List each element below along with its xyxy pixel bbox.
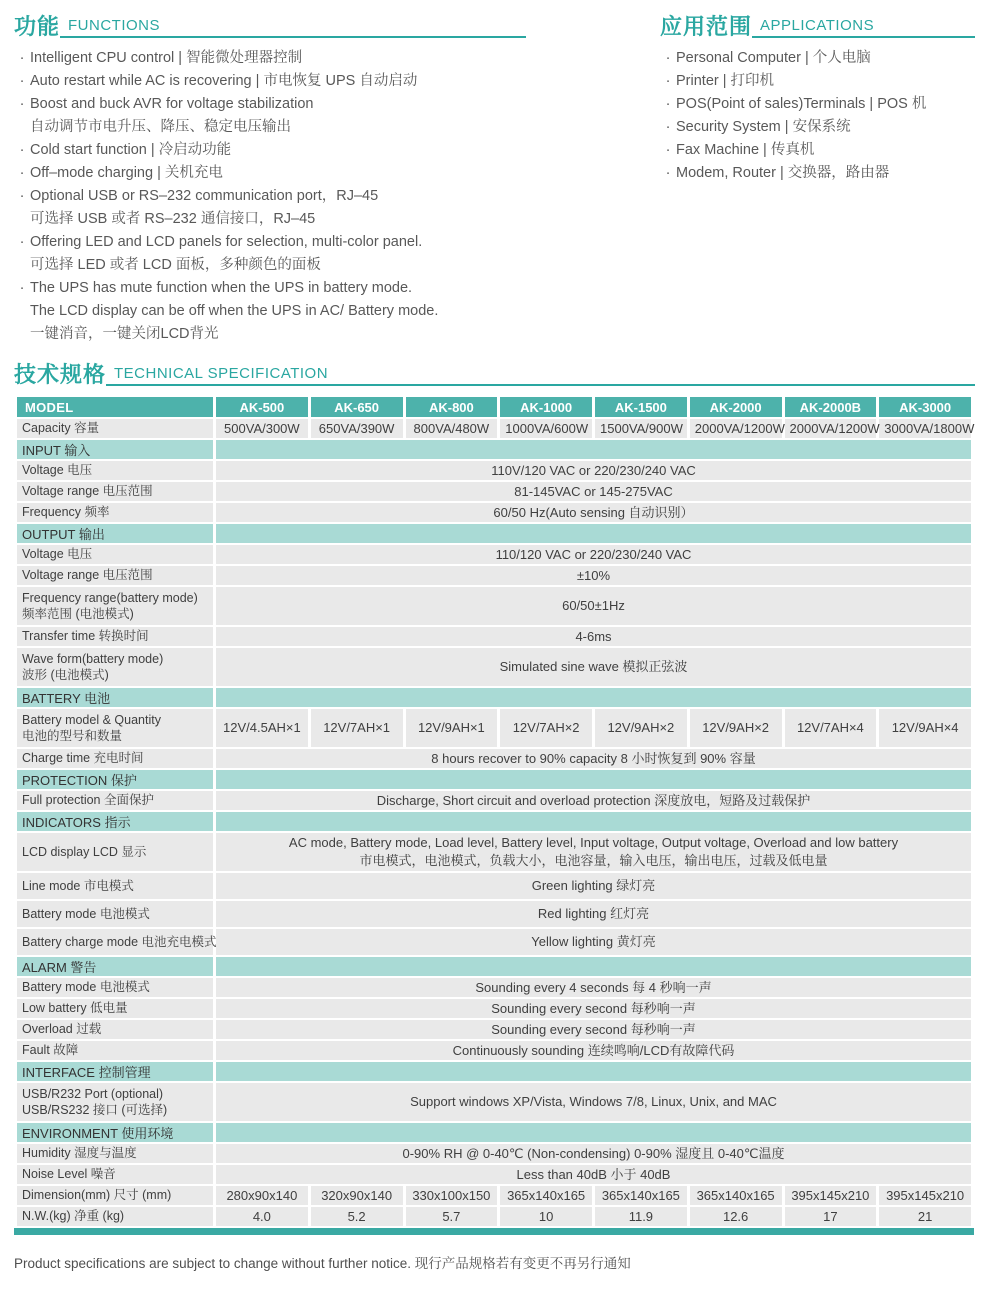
row-label-cell (17, 1083, 213, 1121)
list-item-text: Modem, Router | 交换器，路由器 (676, 165, 890, 181)
bullet-icon: · (665, 119, 671, 135)
functions-section (14, 16, 526, 346)
table-row (17, 688, 971, 707)
list-item-text: Offering LED and LCD panels for selection, multi-color panel. (30, 234, 423, 250)
spec-table (14, 395, 974, 1228)
spec-title-en: TECHNICAL SPECIFICATION (114, 365, 329, 382)
applications-title-zh: 应用范围 (660, 14, 753, 39)
table-row (17, 627, 971, 646)
bullet-icon: · (665, 96, 671, 112)
row-value-cell: 12V/9AH×2 (690, 709, 782, 747)
list-item (14, 47, 526, 70)
bullet-icon: · (19, 96, 25, 112)
section-header-fill (216, 1062, 971, 1081)
bullet-icon: · (19, 234, 25, 250)
row-label-text-line2: 电池的型号和数量 (22, 729, 123, 743)
list-item (14, 93, 526, 116)
row-value-cell: 60/50±1Hz (216, 587, 971, 625)
table-row (17, 1123, 971, 1142)
row-value-cell: 0-90% RH @ 0-40℃ (Non-condensing) 0-90% 湿度且 0-40℃温度 (216, 1144, 971, 1163)
model-column-header: AK-1000 (500, 397, 592, 417)
row-label-cell (17, 999, 213, 1018)
row-label-text: BATTERY 电池 (22, 691, 111, 706)
row-label-cell (17, 749, 213, 768)
table-row (17, 587, 971, 625)
list-item (660, 93, 975, 116)
row-label-text: N.W.(kg) 净重 (kg) (22, 1209, 125, 1224)
table-row (17, 461, 971, 480)
row-value-cell: 81-145VAC or 145-275VAC (216, 482, 971, 501)
spec-underline (106, 365, 975, 386)
applications-section (660, 16, 975, 185)
row-label-text: ALARM 警告 (22, 960, 97, 975)
list-item (660, 139, 975, 162)
row-label-text: Voltage range 电压范围 (22, 568, 153, 583)
row-value-cell: 280x90x140 (216, 1186, 308, 1205)
table-row (17, 957, 971, 976)
row-value-cell: Red lighting 红灯亮 (216, 901, 971, 927)
list-item (14, 139, 526, 162)
list-item (14, 208, 526, 231)
row-value-cell: Green lighting 绿灯亮 (216, 873, 971, 899)
row-value-cell: 1000VA/600W (500, 419, 592, 438)
row-label-text: INDICATORS 指示 (22, 815, 131, 830)
list-item-text: 可选择 USB 或者 RS–232 通信接口，RJ–45 (30, 211, 316, 227)
bullet-icon: · (665, 73, 671, 89)
table-row (17, 566, 971, 585)
row-value-cell: 2000VA/1200W (690, 419, 782, 438)
row-label-text: Battery model & Quantity (22, 712, 161, 727)
table-row (17, 709, 971, 747)
row-value-cell: Continuously sounding 连续鸣响/LCD有故障代码 (216, 1041, 971, 1060)
row-value-cell: 395x145x210 (785, 1186, 877, 1205)
row-value-cell: 12V/4.5AH×1 (216, 709, 308, 747)
section-header-fill (216, 957, 971, 976)
list-item-text: Auto restart while AC is recovering | 市电恢复 UPS 自动启动 (30, 73, 418, 89)
list-item-text: POS(Point of sales)Terminals | POS 机 (676, 96, 927, 112)
row-value-cell: 12V/7AH×1 (311, 709, 403, 747)
model-column-header: AK-3000 (879, 397, 971, 417)
row-label-text: Battery mode 电池模式 (22, 980, 150, 995)
model-column-header: AK-2000B (785, 397, 877, 417)
list-item-text: Optional USB or RS–232 communication port，RJ–45 (30, 188, 379, 204)
row-value-cell: 12V/9AH×1 (406, 709, 498, 747)
row-value-cell: 21 (879, 1207, 971, 1226)
row-label-text: Noise Level 噪音 (22, 1167, 116, 1182)
indent-spacer (14, 323, 30, 346)
list-item (660, 70, 975, 93)
list-item (14, 231, 526, 254)
bullet-icon: · (665, 50, 671, 66)
row-value-cell: 12V/7AH×2 (500, 709, 592, 747)
list-item-text: Personal Computer | 个人电脑 (676, 50, 871, 66)
table-row (17, 749, 971, 768)
row-value-cell: 17 (785, 1207, 877, 1226)
row-label-cell (17, 587, 213, 625)
applications-list (660, 47, 975, 185)
row-label-cell (17, 566, 213, 585)
section-header-cell (17, 1062, 213, 1081)
section-header-fill (216, 1123, 971, 1142)
row-label-text-line2: 波形 (电池模式) (22, 668, 109, 682)
section-header-cell (17, 524, 213, 543)
functions-heading (14, 16, 526, 38)
list-item-text: Security System | 安保系统 (676, 119, 851, 135)
row-label-cell (17, 978, 213, 997)
row-label-text: Battery charge mode 电池充电模式 (22, 934, 217, 949)
row-value-cell: 5.2 (311, 1207, 403, 1226)
row-label-cell (17, 873, 213, 899)
row-label-cell (17, 627, 213, 646)
row-value-cell: 365x140x165 (690, 1186, 782, 1205)
section-header-fill (216, 440, 971, 459)
section-header-cell (17, 1123, 213, 1142)
list-item-text: Fax Machine | 传真机 (676, 142, 815, 158)
row-value-cell: 12V/7AH×4 (785, 709, 877, 747)
section-header-fill (216, 688, 971, 707)
model-column-header: AK-2000 (690, 397, 782, 417)
row-label-cell (17, 901, 213, 927)
table-row (17, 791, 971, 810)
row-value-cell: 12V/9AH×2 (595, 709, 687, 747)
row-label-text: LCD display LCD 显示 (22, 844, 147, 859)
row-value-cell: Less than 40dB 小于 40dB (216, 1165, 971, 1184)
table-row (17, 1041, 971, 1060)
section-header-cell (17, 812, 213, 831)
row-label-cell (17, 648, 213, 686)
row-value-cell: 12.6 (690, 1207, 782, 1226)
top-section (14, 16, 975, 346)
table-row (17, 419, 971, 438)
list-item (14, 300, 526, 323)
row-label-cell (17, 1144, 213, 1163)
table-row (17, 1062, 971, 1081)
list-item-text: Off–mode charging | 关机充电 (30, 165, 223, 181)
functions-title-en: FUNCTIONS (68, 17, 161, 34)
row-label-cell (17, 833, 213, 871)
row-value-cell: 60/50 Hz(Auto sensing 自动识别） (216, 503, 971, 522)
list-item-text: 自动调节市电升压、降压、稳定电压输出 (30, 119, 291, 135)
list-item (660, 116, 975, 139)
list-item (14, 185, 526, 208)
row-value-cell: 5.7 (406, 1207, 498, 1226)
row-label-cell (17, 545, 213, 564)
section-header-fill (216, 524, 971, 543)
model-column-header: AK-650 (311, 397, 403, 417)
list-item (14, 323, 526, 346)
row-label-cell (17, 929, 217, 955)
list-item-text: Boost and buck AVR for voltage stabilization (30, 96, 314, 112)
section-header-cell (17, 770, 213, 789)
table-header-row (17, 397, 971, 417)
spec-title-zh: 技术规格 (14, 362, 107, 387)
row-label-cell (17, 1041, 213, 1060)
indent-spacer (14, 116, 30, 139)
row-value-cell: 12V/9AH×4 (879, 709, 971, 747)
row-label-cell (17, 791, 213, 810)
row-value-cell: 800VA/480W (406, 419, 498, 438)
row-label-text: PROTECTION 保护 (22, 773, 137, 788)
table-row (17, 999, 971, 1018)
list-item (660, 162, 975, 185)
row-label-text: Voltage range 电压范围 (22, 484, 153, 499)
bullet-icon: · (19, 73, 25, 89)
indent-spacer (14, 300, 30, 323)
row-value-cell: 320x90x140 (311, 1186, 403, 1205)
table-row (17, 978, 971, 997)
table-row (17, 1083, 971, 1121)
bullet-icon: · (665, 165, 671, 181)
row-value-cell: 650VA/390W (311, 419, 403, 438)
table-row (17, 901, 971, 927)
row-value-cell: 365x140x165 (595, 1186, 687, 1205)
row-value-cell: 11.9 (595, 1207, 687, 1226)
applications-underline (752, 17, 975, 38)
functions-list (14, 47, 526, 346)
row-label-text: OUTPUT 输出 (22, 527, 105, 542)
model-column-header: AK-800 (406, 397, 498, 417)
row-value-cell: 365x140x165 (500, 1186, 592, 1205)
row-value-cell: 395x145x210 (879, 1186, 971, 1205)
row-label-text: Fault 故障 (22, 1043, 79, 1058)
row-label-cell (17, 419, 213, 438)
table-row (17, 524, 971, 543)
row-label-text: Battery mode 电池模式 (22, 906, 150, 921)
row-label-text: INTERFACE 控制管理 (22, 1065, 151, 1080)
row-value-cell: Yellow lighting 黄灯亮 (216, 929, 971, 955)
bullet-icon: · (19, 142, 25, 158)
row-value-cell: 110V/120 VAC or 220/230/240 VAC (216, 461, 971, 480)
indent-spacer (14, 208, 30, 231)
row-label-text: Frequency 频率 (22, 505, 110, 520)
row-label-text: Frequency range(battery mode) (22, 590, 198, 605)
functions-title-zh: 功能 (14, 14, 61, 39)
row-value-cell: 4-6ms (216, 627, 971, 646)
row-value-cell: 8 hours recover to 90% capacity 8 小时恢复到 90% 容量 (216, 749, 971, 768)
row-value-cell: Support windows XP/Vista, Windows 7/8, Linux, Unix, and MAC (216, 1083, 971, 1121)
spec-heading (14, 364, 975, 386)
list-item-text: The UPS has mute function when the UPS in battery mode. (30, 280, 413, 296)
row-label-cell (17, 1165, 213, 1184)
table-row (17, 812, 971, 831)
section-header-cell (17, 688, 213, 707)
row-label-cell (17, 1020, 213, 1039)
row-label-cell (17, 482, 213, 501)
model-header-cell: MODEL (17, 397, 213, 417)
row-label-text: Humidity 湿度与温度 (22, 1146, 137, 1161)
list-item (14, 277, 526, 300)
section-header-cell (17, 957, 213, 976)
row-label-text: ENVIRONMENT 使用环境 (22, 1126, 174, 1141)
list-item-text: 可选择 LED 或者 LCD 面板，多种颜色的面板 (30, 257, 321, 273)
row-label-text: Line mode 市电模式 (22, 878, 134, 893)
row-label-cell (17, 1207, 213, 1226)
row-label-text: Charge time 充电时间 (22, 751, 144, 766)
row-label-text: Overload 过载 (22, 1022, 102, 1037)
table-row (17, 1186, 971, 1205)
row-label-text: Voltage 电压 (22, 547, 93, 562)
row-value-cell (216, 833, 971, 871)
row-label-text: Full protection 全面保护 (22, 793, 154, 808)
table-row (17, 1020, 971, 1039)
row-label-text: Low battery 低电量 (22, 1001, 128, 1016)
row-value-cell: Sounding every second 每秒响一声 (216, 999, 971, 1018)
row-label-text: Transfer time 转换时间 (22, 629, 149, 644)
model-column-header: AK-1500 (595, 397, 687, 417)
bullet-icon: · (19, 280, 25, 296)
table-row (17, 1144, 971, 1163)
table-row (17, 648, 971, 686)
row-value-line2: 市电模式，电池模式，负载大小，电池容量，输入电压，输出电压，过载及低电量 (359, 853, 828, 868)
row-label-text-line2: 频率范围 (电池模式) (22, 607, 134, 621)
list-item-text: 一键消音，一键关闭LCD背光 (30, 326, 219, 342)
list-item-text: Intelligent CPU control | 智能微处理器控制 (30, 50, 303, 66)
row-label-text: Capacity 容量 (22, 421, 100, 436)
row-value-cell: Sounding every second 每秒响一声 (216, 1020, 971, 1039)
row-value-cell: 3000VA/1800W (879, 419, 971, 438)
section-header-fill (216, 770, 971, 789)
indent-spacer (14, 254, 30, 277)
section-header-fill (216, 812, 971, 831)
row-label-cell (17, 461, 213, 480)
row-label-cell (17, 1186, 213, 1205)
applications-title-en: APPLICATIONS (760, 17, 875, 34)
row-value-cell: 330x100x150 (406, 1186, 498, 1205)
list-item (660, 47, 975, 70)
row-value-cell: Discharge, Short circuit and overload protection 深度放电，短路及过载保护 (216, 791, 971, 810)
row-value-cell: Sounding every 4 seconds 每 4 秒响一声 (216, 978, 971, 997)
model-column-header: AK-500 (216, 397, 308, 417)
table-row (17, 440, 971, 459)
table-row (17, 1207, 971, 1226)
row-label-cell (17, 503, 213, 522)
bullet-icon: · (19, 188, 25, 204)
section-header-cell (17, 440, 213, 459)
table-row (17, 482, 971, 501)
table-bottom-bar (14, 1228, 974, 1235)
table-row (17, 1165, 971, 1184)
row-label-text: Voltage 电压 (22, 463, 93, 478)
row-value-cell: ±10% (216, 566, 971, 585)
list-item-text: Cold start function | 冷启动功能 (30, 142, 232, 158)
row-value-cell: 110/120 VAC or 220/230/240 VAC (216, 545, 971, 564)
functions-underline (60, 17, 526, 38)
table-row (17, 545, 971, 564)
list-item (14, 162, 526, 185)
row-value-line1: AC mode, Battery mode, Load level, Battery level, Input voltage, Output voltage, Overload and low battery (288, 835, 899, 851)
table-row (17, 873, 971, 899)
list-item (14, 254, 526, 277)
list-item (14, 70, 526, 93)
table-row (17, 503, 971, 522)
list-item-text: Printer | 打印机 (676, 73, 775, 89)
row-label-text: USB/R232 Port (optional) (22, 1086, 164, 1101)
table-row (17, 770, 971, 789)
list-item-text: The LCD display can be off when the UPS in AC/ Battery mode. (30, 303, 439, 319)
row-value-cell: 4.0 (216, 1207, 308, 1226)
bullet-icon: · (19, 50, 25, 66)
footer-note: Product specifications are subject to change without further notice. 现行产品规格若有变更不再另行通知 (14, 1256, 631, 1271)
row-value-cell: 500VA/300W (216, 419, 308, 438)
row-label-cell (17, 709, 213, 747)
table-row (17, 929, 971, 955)
bullet-icon: · (665, 142, 671, 158)
list-item (14, 116, 526, 139)
row-value-cell: 2000VA/1200W (785, 419, 877, 438)
bullet-icon: · (19, 165, 25, 181)
row-value-cell: 1500VA/900W (595, 419, 687, 438)
row-label-text: INPUT 输入 (22, 443, 91, 458)
applications-heading (660, 16, 975, 38)
row-label-text-line2: USB/RS232 接口 (可选择) (22, 1103, 168, 1117)
table-row (17, 833, 971, 871)
row-value-cell: 10 (500, 1207, 592, 1226)
row-label-text: Dimension(mm) 尺寸 (mm) (22, 1188, 172, 1203)
row-value-cell: Simulated sine wave 模拟正弦波 (216, 648, 971, 686)
row-label-text: Wave form(battery mode) (22, 651, 164, 666)
